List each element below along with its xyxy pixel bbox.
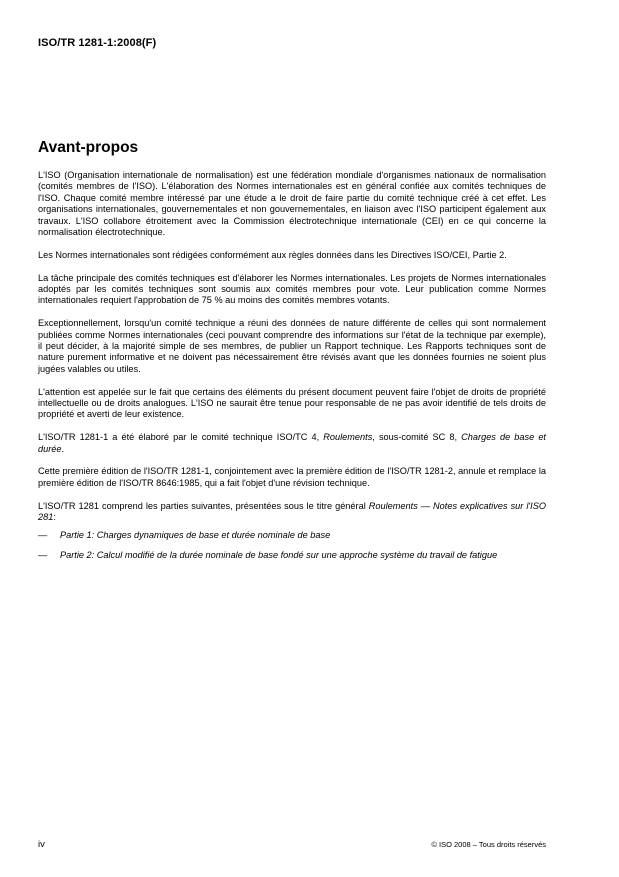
copyright-notice: © ISO 2008 – Tous droits réservés xyxy=(431,840,546,849)
page-title: Avant-propos xyxy=(38,139,139,156)
text-run: L'ISO/TR 1281-1 a été élaboré par le comité technique ISO/TC 4, xyxy=(38,432,324,443)
text-run: L'ISO/TR 1281 comprend les parties suivantes, présentées sous le titre général xyxy=(38,500,369,511)
text-run: , sous-comité SC 8, xyxy=(372,432,462,443)
text-run: . xyxy=(61,443,65,454)
document-identifier: ISO/TR 1281-1:2008(F) xyxy=(38,37,157,49)
part-1-title: Partie 1: Charges dynamiques de base et durée nominale de base xyxy=(60,530,331,541)
foreword-body xyxy=(38,170,546,569)
paragraph-edition: Cette première édition de l'ISO/TR 1281-1, conjointement avec la première édition de l'ISO/TR 1281-2, annule et remplace la première édition de l'ISO/TR 8646:1985, qui a fait l'objet d'une révision technique. xyxy=(38,466,546,488)
paragraph-technical-committees: La tâche principale des comités techniques est d'élaborer les Normes internationales. Les projets de Normes internationales adoptés par les comités techniques sont soumis aux comités membres pour vote. Leur publication comme Normes internationales requiert l'approbation de 75 % au moins des comités membres votants. xyxy=(38,272,546,306)
text-run: : xyxy=(53,512,56,523)
dash-marker: — xyxy=(38,549,48,560)
page-number: iv xyxy=(38,839,45,850)
paragraph-parts-intro xyxy=(38,501,546,524)
italic-committee-name: Roulements xyxy=(323,432,373,443)
list-item xyxy=(38,530,546,541)
paragraph-committee-preparation xyxy=(38,432,546,455)
list-item xyxy=(38,550,546,561)
paragraph-directives: Les Normes internationales sont rédigées conformément aux règles données dans les Directives ISO/CEI, Partie 2. xyxy=(38,249,507,260)
italic-general-title: Roulements — Notes explicatives sur l'ISO 281 xyxy=(38,500,546,523)
dash-marker: — xyxy=(38,530,48,541)
italic-subcommittee-name: Charges de base et durée xyxy=(38,432,546,454)
part-2-title: Partie 2: Calcul modifié de la durée nominale de base fondé sur une approche système du travail de fatigue xyxy=(60,549,498,560)
paragraph-technical-reports: Exceptionnellement, lorsqu'un comité technique a réuni des données de nature différente de celles qui sont normalement publiées comme Normes internationales (ceci pouvant comprendre des informations sur l'état de la technique par exemple), il peut décider, à la majorité simple de ses membres, de publier un Rapport technique. Les Rapports techniques sont de nature purement informative et ne doivent pas nécessairement être révisés avant que les données fournies ne soient plus jugées valables ou utiles. xyxy=(38,318,546,374)
paragraph-iso-organisation: L'ISO (Organisation internationale de normalisation) est une fédération mondiale d'organismes nationaux de normalisation (comités membres de l'ISO). L'élaboration des Normes internationales est en général confiée aux comités techniques de l'ISO. Chaque comité membre intéressé par une étude a le droit de faire partie du comité technique créé à cet effet. Les organisations internationales, gouvernementales et non gouvernementales, en liaison avec l'ISO participent également aux travaux. L'ISO collabore étroitement avec la Commission électrotechnique internationale (CEI) en ce qui concerne la normalisation électrotechnique. xyxy=(38,170,546,238)
paragraph-patent-rights: L'attention est appelée sur le fait que certains des éléments du présent document peuvent faire l'objet de droits de propriété intellectuelle ou de droits analogues. L'ISO ne saurait être tenue pour responsable de ne pas avoir identifié de tels droits de propriété et averti de leur existence. xyxy=(38,386,546,420)
